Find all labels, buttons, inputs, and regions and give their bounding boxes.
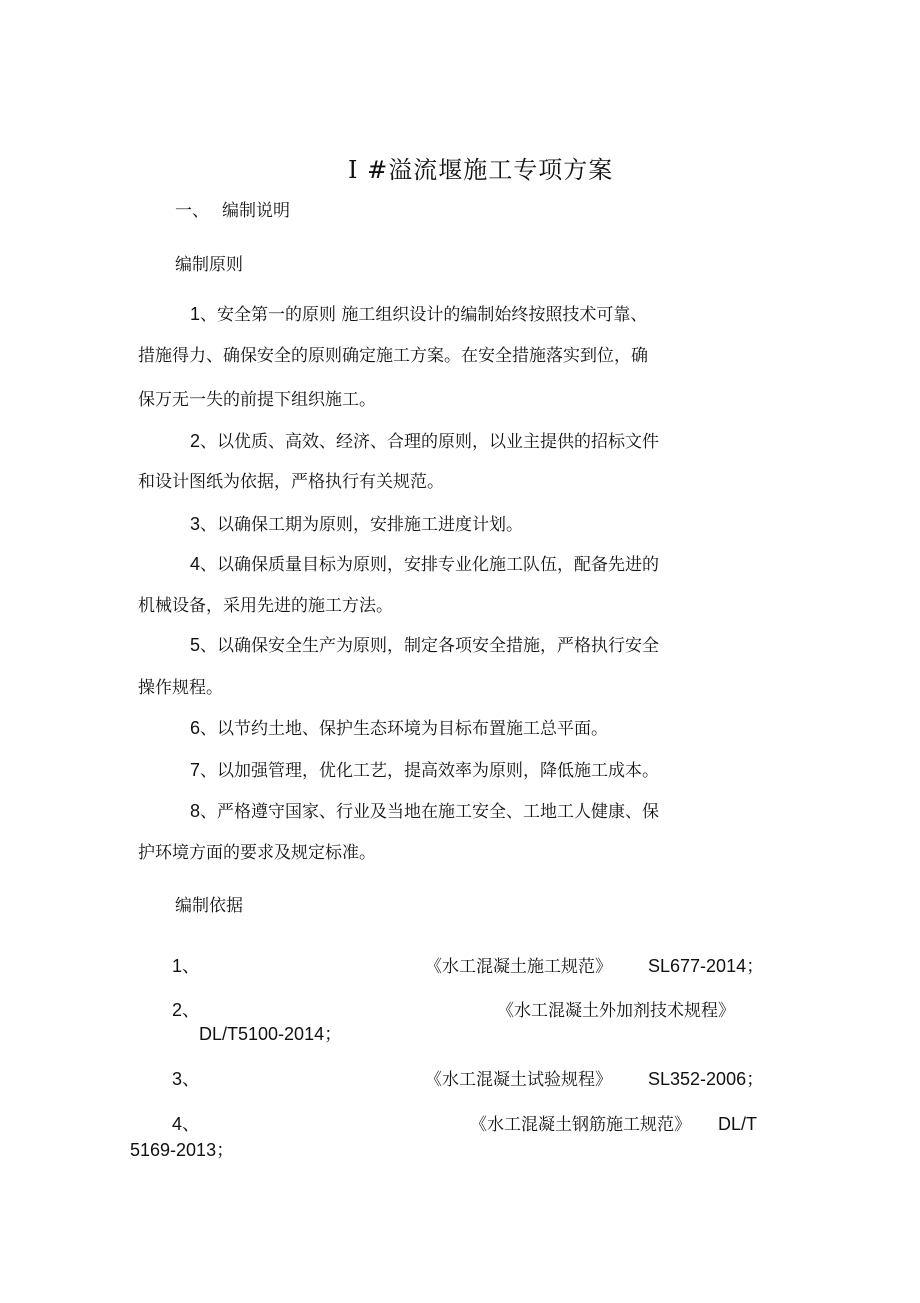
basis-number: 1、 (172, 956, 201, 976)
basis-number: 3、 (172, 1069, 201, 1089)
principle-text: 、以加强管理，优化工艺，提高效率为原则，降低施工成本。 (200, 761, 660, 781)
principle-number: 3 (190, 514, 201, 534)
section-number: 一、 (175, 201, 209, 221)
principle-text: 、严格遵守国家、行业及当地在施工安全、工地工人健康、保 (200, 802, 660, 822)
document-title: I #溢流堰施工专项方案 (348, 156, 614, 184)
principle-line: 措施得力、确保安全的原则确定施工方案。在安全措施落实到位，确 (138, 346, 648, 366)
basis-standard-title: 《水工混凝土试验规程》 (425, 1070, 612, 1090)
principle-text: 、以确保工期为原则，安排施工进度计划。 (200, 515, 524, 535)
basis-standard-code: SL352-2006； (648, 1069, 765, 1089)
principle-number: 2 (190, 431, 201, 451)
principle-item (190, 634, 659, 657)
principle-line: 护环境方面的要求及规定标准。 (138, 843, 376, 863)
principle-text: 、安全第一的原则 施工组织设计的编制始终按照技术可靠、 (200, 305, 648, 325)
principle-item (190, 513, 523, 536)
principle-item (190, 430, 659, 453)
basis-standard-code: DL/T (718, 1114, 758, 1134)
basis-standard-code: SL677-2014； (648, 956, 765, 976)
section-heading: 编制说明 (222, 201, 290, 221)
basis-number: 2、 (172, 1000, 201, 1020)
basis-heading: 编制依据 (175, 896, 243, 916)
principle-line: 保万无一失的前提下组织施工。 (138, 390, 376, 410)
principle-text: 、以确保质量目标为原则，安排专业化施工队伍，配备先进的 (200, 555, 660, 575)
principle-number: 5 (190, 635, 201, 655)
principle-item (190, 717, 608, 740)
principle-item (190, 553, 659, 576)
principle-number: 1 (190, 304, 201, 324)
basis-standard-title: 《水工混凝土施工规范》 (425, 957, 612, 977)
basis-standard-code-continued: 5169-2013； (130, 1140, 235, 1160)
basis-number: 4、 (172, 1114, 201, 1134)
principle-text: 、以确保安全生产为原则，制定各项安全措施，严格执行安全 (200, 636, 660, 656)
principle-text: 、以优质、高效、经济、合理的原则，以业主提供的招标文件 (200, 432, 660, 452)
principle-item (190, 303, 647, 326)
basis-standard-code: DL/T5100-2014； (199, 1024, 343, 1044)
basis-standard-title: 《水工混凝土钢筋施工规范》 (470, 1115, 691, 1135)
principle-text: 、以节约土地、保护生态环境为目标布置施工总平面。 (200, 719, 609, 739)
principle-item (190, 800, 659, 823)
principle-number: 4 (190, 554, 201, 574)
principle-item (190, 759, 659, 782)
principle-number: 6 (190, 718, 201, 738)
principle-line: 和设计图纸为依据，严格执行有关规范。 (138, 472, 444, 492)
principle-number: 7 (190, 760, 201, 780)
principles-heading: 编制原则 (175, 255, 243, 275)
principle-number: 8 (190, 801, 201, 821)
principle-line: 机械设备，采用先进的施工方法。 (138, 596, 393, 616)
basis-standard-title: 《水工混凝土外加剂技术规程》 (497, 1001, 735, 1021)
principle-line: 操作规程。 (138, 678, 223, 698)
